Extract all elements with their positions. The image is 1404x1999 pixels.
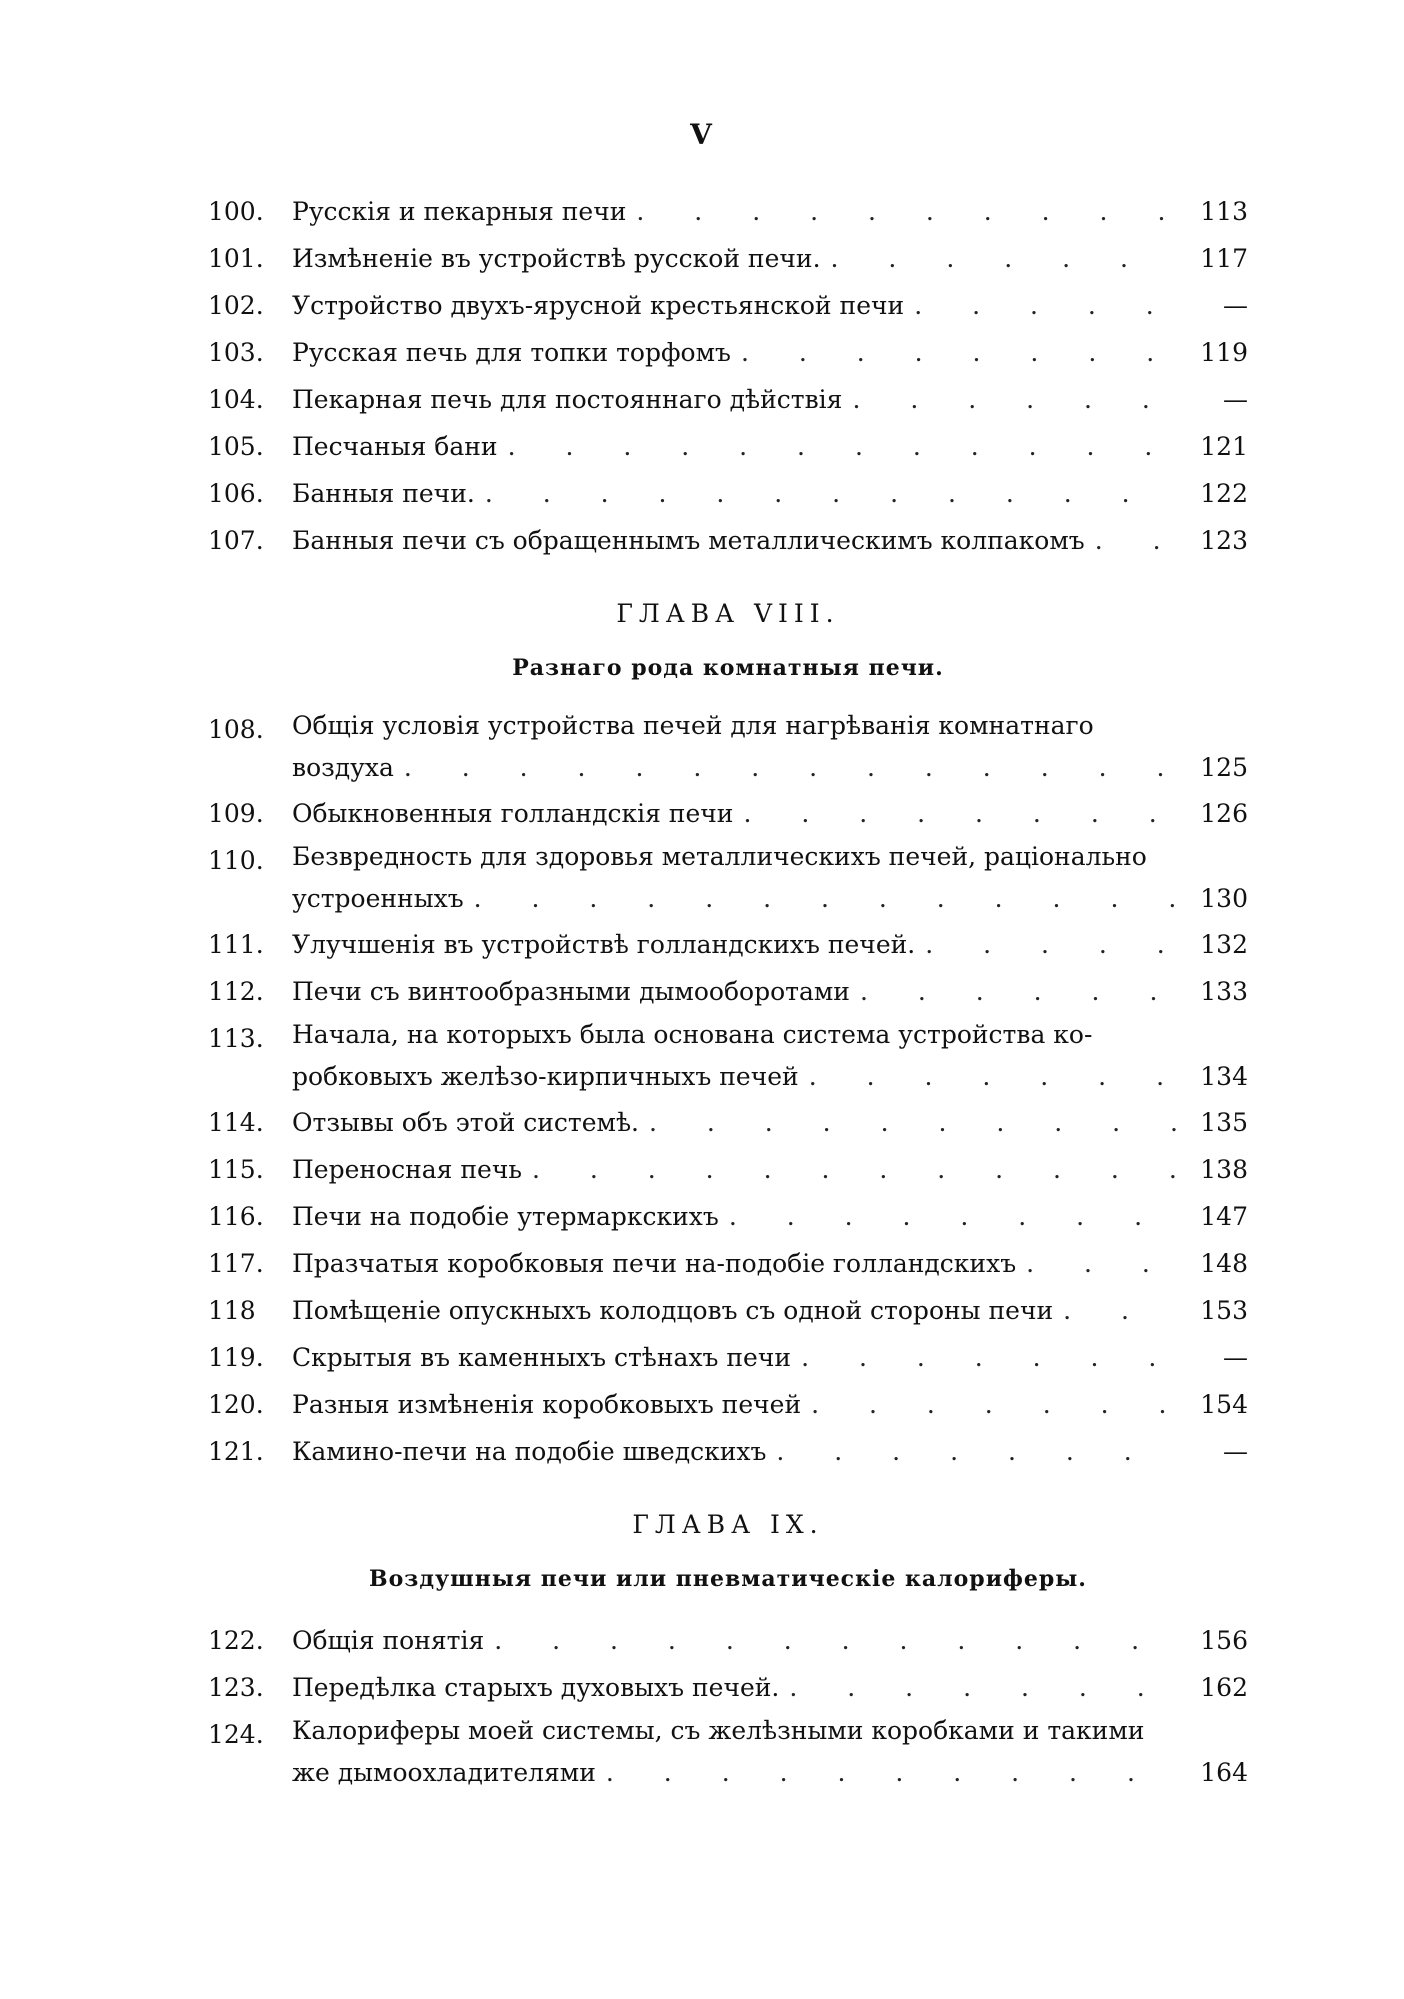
entry-number: 112. — [208, 977, 264, 1006]
entry-line — [292, 517, 1248, 564]
dot-leader — [494, 1617, 1178, 1664]
entry-page-number: 132 — [1200, 930, 1248, 959]
toc-entry — [208, 470, 1248, 517]
table-of-contents — [208, 188, 1248, 1795]
toc-entry — [208, 1287, 1248, 1334]
chapter-8-entries — [208, 706, 1248, 1475]
dot-leader — [606, 1751, 1178, 1795]
dot-leader — [532, 1146, 1178, 1193]
entry-line — [292, 1381, 1248, 1428]
toc-entry — [208, 235, 1248, 282]
entry-number: 122. — [208, 1626, 264, 1655]
entry-page-number: 147 — [1200, 1202, 1248, 1231]
dot-leader — [789, 1664, 1178, 1711]
entry-line — [292, 423, 1248, 470]
dot-leader — [852, 376, 1178, 423]
entry-line — [292, 921, 1248, 968]
toc-entry — [208, 1146, 1248, 1193]
toc-entry — [208, 837, 1248, 921]
entry-number: 109. — [208, 799, 264, 828]
entry-title: Устройство двухъ-ярусной крестьянской печи — [292, 291, 905, 320]
entry-title: Улучшенія въ устройствѣ голландскихъ печей. — [292, 930, 916, 959]
entry-title-line: Безвредность для здоровья металлическихъ печей, раціонально — [292, 842, 1147, 871]
toc-entry — [208, 188, 1248, 235]
entry-line — [292, 188, 1248, 235]
entry-number: 100. — [208, 197, 264, 226]
toc-entry — [208, 1664, 1248, 1711]
entry-title: Банныя печи. — [292, 479, 475, 508]
entry-page-number: 148 — [1200, 1249, 1248, 1278]
chapter-8-subtitle: Разнаго рода комнатныя печи. — [512, 655, 944, 681]
entry-line — [292, 1287, 1248, 1334]
entry-line — [292, 1055, 1248, 1099]
entry-line — [292, 470, 1248, 517]
entry-title: Помѣщеніе опускныхъ колодцовъ съ одной стороны печи — [292, 1296, 1054, 1325]
toc-entry — [208, 1193, 1248, 1240]
entry-number: 105. — [208, 432, 264, 461]
entry-page-number: — — [1223, 1437, 1248, 1466]
chapter-9-subtitle: Воздушныя печи или пневматическіе калориферы. — [369, 1566, 1087, 1592]
entry-page-number: 119 — [1200, 338, 1248, 367]
entry-title: Переносная печь — [292, 1155, 522, 1184]
dot-leader — [811, 1381, 1178, 1428]
section-entries — [208, 188, 1248, 564]
toc-entry — [208, 921, 1248, 968]
page-number: V — [690, 118, 714, 151]
entry-number: 113. — [208, 1024, 264, 1053]
toc-entry — [208, 1428, 1248, 1475]
entry-line — [292, 1428, 1248, 1475]
entry-title: же дымоохладителями — [292, 1758, 596, 1787]
entry-line — [292, 1240, 1248, 1287]
entry-number: 102. — [208, 291, 264, 320]
entry-line — [292, 282, 1248, 329]
entry-title-line: Общія условія устройства печей для нагрѣванія комнатнаго — [292, 711, 1094, 740]
entry-line — [292, 1099, 1248, 1146]
toc-entry — [208, 282, 1248, 329]
entry-page-number: 134 — [1200, 1062, 1248, 1091]
entry-title: Отзывы объ этой системѣ. — [292, 1108, 639, 1137]
entry-number: 101. — [208, 244, 264, 273]
toc-entry — [208, 790, 1248, 837]
entry-line — [292, 376, 1248, 423]
entry-number: 117. — [208, 1249, 264, 1278]
entry-number: 108. — [208, 715, 264, 744]
toc-entry — [208, 1711, 1248, 1795]
chapter-9-entries — [208, 1617, 1248, 1795]
entry-title: воздуха — [292, 753, 394, 782]
entry-number: 116. — [208, 1202, 264, 1231]
entry-number: 121. — [208, 1437, 264, 1466]
entry-line — [292, 877, 1248, 921]
dot-leader — [741, 329, 1178, 376]
dot-leader — [729, 1193, 1178, 1240]
toc-entry — [208, 423, 1248, 470]
chapter-8-heading: ГЛАВА VIII. — [616, 599, 840, 628]
entry-title: Русская печь для топки торфомъ — [292, 338, 731, 367]
dot-leader — [1063, 1287, 1178, 1334]
dot-leader — [801, 1334, 1178, 1381]
entry-number: 103. — [208, 338, 264, 367]
entry-page-number: — — [1223, 1343, 1248, 1372]
entry-number: 119. — [208, 1343, 264, 1372]
entry-title: Камино-печи на подобіе шведскихъ — [292, 1437, 767, 1466]
toc-entry — [208, 1381, 1248, 1428]
dot-leader — [1095, 517, 1178, 564]
entry-page-number: 117 — [1200, 244, 1248, 273]
entry-title: робковыхъ желѣзо-кирпичныхъ печей — [292, 1062, 799, 1091]
entry-title: Передѣлка старыхъ духовыхъ печей. — [292, 1673, 780, 1702]
entry-page-number: 138 — [1200, 1155, 1248, 1184]
entry-title: Банныя печи съ обращеннымъ металлическимъ колпакомъ — [292, 526, 1085, 555]
entry-line — [292, 790, 1248, 837]
dot-leader — [914, 282, 1178, 329]
entry-line — [292, 1664, 1248, 1711]
entry-number: 114. — [208, 1108, 264, 1137]
toc-entry — [208, 1015, 1248, 1099]
entry-number: 106. — [208, 479, 264, 508]
toc-entry — [208, 329, 1248, 376]
entry-number: 115. — [208, 1155, 264, 1184]
entry-title: Измѣненіе въ устройствѣ русской печи. — [292, 244, 821, 273]
entry-title: Русскія и пекарныя печи — [292, 197, 627, 226]
entry-page-number: 130 — [1200, 884, 1248, 913]
entry-title: Празчатыя коробковыя печи на-подобіе голландскихъ — [292, 1249, 1017, 1278]
entry-page-number: 123 — [1200, 526, 1248, 555]
dot-leader — [485, 470, 1178, 517]
dot-leader — [776, 1428, 1178, 1475]
entry-page-number: 133 — [1200, 977, 1248, 1006]
dot-leader — [831, 235, 1178, 282]
entry-page-number: — — [1223, 291, 1248, 320]
toc-entry — [208, 376, 1248, 423]
entry-page-number: 156 — [1200, 1626, 1248, 1655]
dot-leader — [636, 188, 1178, 235]
entry-line — [292, 1146, 1248, 1193]
entry-line — [292, 1334, 1248, 1381]
entry-line — [292, 746, 1248, 790]
entry-page-number: 162 — [1200, 1673, 1248, 1702]
entry-line — [292, 329, 1248, 376]
entry-title: Обыкновенныя голландскія печи — [292, 799, 734, 828]
entry-title: Скрытыя въ каменныхъ стѣнахъ печи — [292, 1343, 792, 1372]
entry-page-number: 125 — [1200, 753, 1248, 782]
entry-title: Разныя измѣненія коробковыхъ печей — [292, 1390, 802, 1419]
entry-title-line: Начала, на которыхъ была основана система устройства ко- — [292, 1020, 1093, 1049]
entry-title: Общія понятія — [292, 1626, 485, 1655]
entry-number: 107. — [208, 526, 264, 555]
toc-entry — [208, 517, 1248, 564]
dot-leader — [649, 1099, 1178, 1146]
entry-page-number: 122 — [1200, 479, 1248, 508]
entry-line — [292, 968, 1248, 1015]
entry-title: Песчаныя бани — [292, 432, 498, 461]
dot-leader — [1026, 1240, 1178, 1287]
entry-page-number: 153 — [1200, 1296, 1248, 1325]
entry-title: Печи съ винтообразными дымооборотами — [292, 977, 850, 1006]
entry-number: 110. — [208, 846, 264, 875]
entry-number: 104. — [208, 385, 264, 414]
entry-page-number: 121 — [1200, 432, 1248, 461]
entry-title-line: Калориферы моей системы, съ желѣзными коробками и такими — [292, 1716, 1145, 1745]
entry-line — [292, 235, 1248, 282]
entry-number: 123. — [208, 1673, 264, 1702]
entry-number: 111. — [208, 930, 264, 959]
entry-page-number: 126 — [1200, 799, 1248, 828]
entry-page-number: — — [1223, 385, 1248, 414]
entry-title: Печи на подобіе утермаркскихъ — [292, 1202, 719, 1231]
dot-leader — [860, 968, 1178, 1015]
entry-number: 118 — [208, 1296, 256, 1325]
entry-page-number: 113 — [1200, 197, 1248, 226]
toc-entry — [208, 1240, 1248, 1287]
entry-number: 124. — [208, 1720, 264, 1749]
dot-leader — [743, 790, 1178, 837]
entry-line — [292, 1751, 1248, 1795]
entry-line — [292, 1193, 1248, 1240]
entry-page-number: 135 — [1200, 1108, 1248, 1137]
entry-page-number: 154 — [1200, 1390, 1248, 1419]
entry-title: Пекарная печь для постояннаго дѣйствія — [292, 385, 843, 414]
dot-leader — [809, 1055, 1178, 1099]
entry-line — [292, 1617, 1248, 1664]
toc-entry — [208, 1099, 1248, 1146]
entry-number: 120. — [208, 1390, 264, 1419]
dot-leader — [404, 746, 1178, 790]
entry-page-number: 164 — [1200, 1758, 1248, 1787]
dot-leader — [474, 877, 1178, 921]
dot-leader — [925, 921, 1178, 968]
toc-entry — [208, 706, 1248, 790]
toc-entry — [208, 1617, 1248, 1664]
dot-leader — [508, 423, 1178, 470]
entry-title: устроенныхъ — [292, 884, 464, 913]
toc-entry — [208, 1334, 1248, 1381]
toc-entry — [208, 968, 1248, 1015]
chapter-9-heading: ГЛАВА IX. — [632, 1510, 824, 1539]
